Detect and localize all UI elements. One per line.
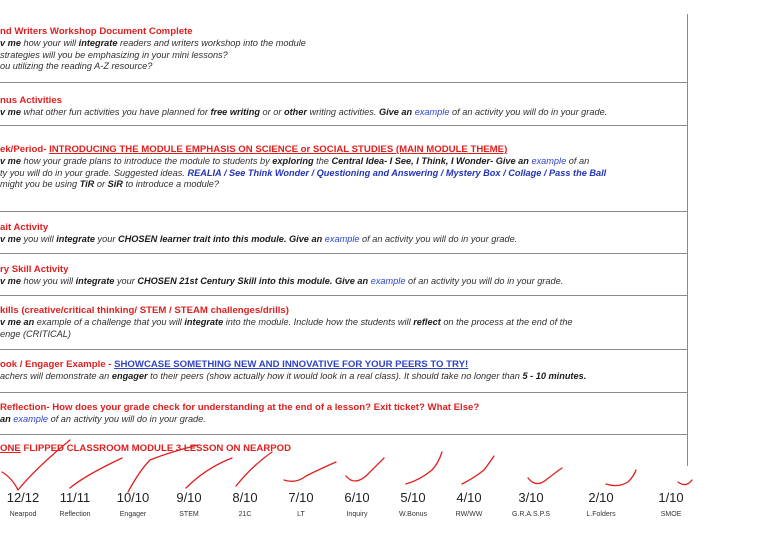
check-mark-icon xyxy=(528,468,562,484)
text-segment: the xyxy=(313,156,332,166)
text-segment: exploring xyxy=(272,156,314,166)
score-item xyxy=(636,490,706,519)
text-segment: Give an xyxy=(378,107,413,117)
text-segment: or xyxy=(94,179,108,190)
text-segment: 5 - 10 minutes. xyxy=(522,371,587,381)
text-segment: of an activity you will do in your grade. xyxy=(359,234,518,244)
row-title: nd Writers Workshop Document Complete xyxy=(0,26,193,37)
text-segment: into the module. Include how the students will xyxy=(223,317,414,327)
text-segment: example xyxy=(414,107,450,117)
score-label: STEM xyxy=(179,511,199,518)
row-title: kills (creative/critical thinking/ STEM / STEAM challenges/drills) xyxy=(0,305,289,316)
text-segment: integrate xyxy=(184,317,224,327)
check-mark-icon xyxy=(346,458,384,481)
text-segment: REALIA / See Think Wonder / Questioning and Answering / Mystery Box / Collage / Pass the Ball xyxy=(187,167,607,178)
text-segment: example of a challenge that you will xyxy=(34,317,185,327)
text-segment: TiR xyxy=(79,179,95,190)
text-segment: example xyxy=(531,156,567,166)
score-label: G.R.A.S.P.S xyxy=(512,511,550,518)
text-segment: or or xyxy=(259,107,284,117)
score-label: L.Folders xyxy=(586,511,616,518)
score-value: 8/10 xyxy=(232,490,258,505)
text-segment: achers will demonstrate an xyxy=(0,371,112,381)
check-mark-icon xyxy=(70,458,122,488)
score-label: Nearpod xyxy=(9,511,37,518)
score-item xyxy=(496,490,566,519)
text-segment: readers and writers workshop into the module xyxy=(117,38,306,48)
score-label: LT xyxy=(297,511,305,518)
score-label: Inquiry xyxy=(346,511,368,518)
score-value: 11/11 xyxy=(59,490,91,505)
text-segment: of an activity you will do in your grade. xyxy=(48,414,206,424)
score-value: 4/10 xyxy=(456,490,482,505)
score-value: 1/10 xyxy=(658,490,684,505)
title-segment: ook / Engager Example - xyxy=(0,359,115,370)
text-segment: v me xyxy=(0,38,21,48)
score-value: 10/10 xyxy=(116,490,150,505)
text-segment: CHOSEN 21st Century Skill into this module. Give an xyxy=(137,276,369,286)
score-label: RW/WW xyxy=(455,511,483,518)
text-segment: your xyxy=(114,276,138,286)
text-segment: engager xyxy=(111,371,148,381)
text-segment: your xyxy=(95,234,118,244)
text-segment: reflect xyxy=(413,317,441,327)
text-segment: how your grade plans to introduce the module to students by xyxy=(20,156,273,166)
text-segment: might you be using xyxy=(0,179,80,190)
check-mark-icon xyxy=(284,462,336,481)
text-segment: other xyxy=(283,107,307,117)
text-segment: an xyxy=(0,414,11,424)
check-mark-icon xyxy=(2,440,70,490)
score-item xyxy=(566,490,636,519)
score-value: 5/10 xyxy=(400,490,426,505)
text-segment: ou utilizing the reading A-Z resource? xyxy=(0,61,153,72)
text-segment: to their peers (show actually how it would look in a real class). It should take no longer than xyxy=(147,371,523,381)
title-segment: ONE xyxy=(0,443,21,454)
text-segment: example xyxy=(370,276,406,286)
text-segment: Central Idea- I See, I Think, I Wonder- Give an xyxy=(331,156,529,166)
text-segment: ty you will do in your grade. Suggested ideas. xyxy=(0,167,188,178)
title-segment: ek/Period- xyxy=(0,144,50,155)
score-value: 3/10 xyxy=(518,490,544,505)
row-title: Reflection- How does your grade check for understanding at the end of a lesson? Exit ticket? What Else? xyxy=(0,402,480,413)
text-segment: example xyxy=(13,414,49,424)
title-segment: FLIPPED CLASSROOM MODULE 3 LESSON ON NEARPOD xyxy=(20,443,292,454)
text-segment: integrate xyxy=(78,38,118,48)
text-segment: of an activity you will do in your grade. xyxy=(405,276,564,286)
text-segment: v me xyxy=(0,276,21,286)
score-label: W.Bonus xyxy=(398,511,427,518)
text-segment: of an activity you will do in your grade. xyxy=(449,107,608,117)
row-title: ry Skill Activity xyxy=(0,264,69,275)
text-segment: v me xyxy=(0,156,21,166)
text-segment: strategies will you be emphasizing in your mini lessons? xyxy=(0,49,228,60)
row-title: ait Activity xyxy=(0,222,49,233)
check-mark-icon xyxy=(678,480,692,485)
text-segment: SiR xyxy=(107,179,123,190)
score-label: Reflection xyxy=(59,511,91,518)
text-segment: integrate xyxy=(56,234,95,244)
text-segment: example xyxy=(324,234,360,244)
text-segment: free writing xyxy=(210,107,260,117)
text-segment: of an xyxy=(566,156,590,166)
text-segment: how you will xyxy=(20,276,76,286)
row-title: nus Activities xyxy=(0,95,63,106)
score-value: 6/10 xyxy=(344,490,370,505)
text-segment: writing activities. xyxy=(306,107,379,117)
text-segment: CHOSEN learner trait into this module. Give an xyxy=(117,234,323,244)
text-segment: what other fun activities you have planned for xyxy=(20,107,211,117)
score-value: 9/10 xyxy=(176,490,202,505)
score-value: 7/10 xyxy=(288,490,314,505)
text-segment: v me xyxy=(0,234,21,244)
text-segment: to introduce a module? xyxy=(122,179,219,190)
score-label: Engager xyxy=(119,511,147,518)
text-segment: how your will xyxy=(20,38,79,48)
text-segment: v me an xyxy=(0,317,35,327)
check-mark-icon xyxy=(462,456,494,484)
text-segment: integrate xyxy=(75,276,115,286)
text-segment: enge (CRITICAL) xyxy=(0,328,71,339)
check-mark-icon xyxy=(606,470,636,486)
score-value: 2/10 xyxy=(588,490,614,505)
text-segment: v me xyxy=(0,107,21,117)
score-tally xyxy=(0,490,768,530)
title-segment: INTRODUCING THE MODULE EMPHASIS ON SCIENCE or SOCIAL STUDIES (MAIN MODULE THEME) xyxy=(49,144,508,155)
score-label: SMOE xyxy=(660,511,682,518)
check-mark-icon xyxy=(236,452,272,486)
score-value: 12/12 xyxy=(6,490,40,505)
text-segment: on the process at the end of the xyxy=(440,317,573,327)
check-mark-icon xyxy=(186,458,232,488)
score-label: 21C xyxy=(238,511,252,518)
title-segment: SHOWCASE SOMETHING NEW AND INNOVATIVE FOR YOUR PEERS TO TRY! xyxy=(114,359,469,370)
score-item xyxy=(434,490,504,519)
check-mark-icon xyxy=(128,445,198,492)
text-segment: you will xyxy=(20,234,57,244)
check-mark-icon xyxy=(406,452,442,484)
